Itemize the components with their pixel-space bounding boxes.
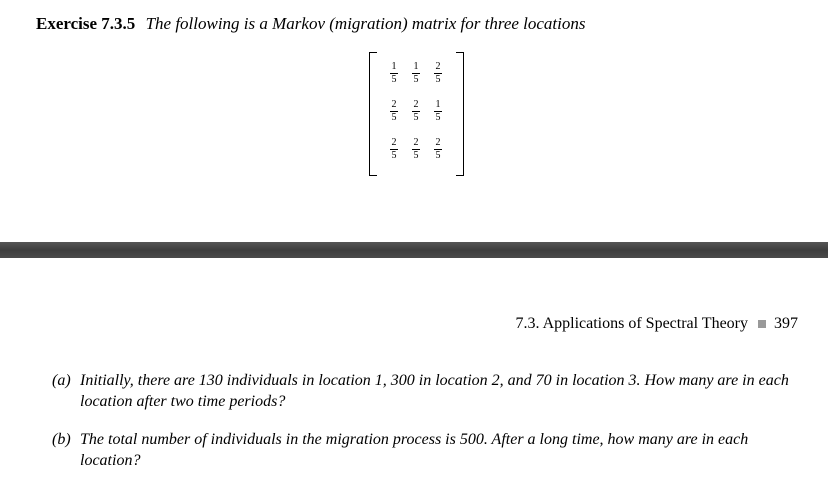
running-head — [515, 315, 798, 333]
matrix-entry: $\frac{1}{5}$ — [435, 98, 441, 123]
matrix-entry: $\frac{2}{5}$ — [391, 136, 397, 161]
matrix-entry: $\frac{1}{5}$ — [413, 60, 419, 85]
markov-matrix — [369, 52, 464, 176]
matrix-right-bracket — [456, 52, 464, 176]
matrix-entry: $\frac{2}{5}$ — [413, 136, 419, 161]
matrix-entry: $\frac{2}{5}$ — [435, 136, 441, 161]
question-text: The total number of individuals in the migration process is 500. After a long time, how many are in each location? — [80, 431, 749, 469]
exercise-statement: The following is a Markov (migration) matrix for three locations — [145, 14, 586, 33]
question-text: Initially, there are 130 individuals in location 1, 300 in location 2, and 70 in location 3. How many are in each location after two time periods? — [80, 372, 789, 410]
matrix-entry: $\frac{2}{5}$ — [391, 98, 397, 123]
upper-page — [0, 0, 828, 242]
question-a — [52, 370, 812, 412]
lower-page — [0, 258, 828, 485]
square-bullet-icon — [758, 320, 766, 328]
matrix-cells — [383, 54, 449, 168]
matrix-entry: $\frac{1}{5}$ — [391, 60, 397, 85]
exercise-number: Exercise 7.3.5 — [36, 14, 136, 33]
section-title: 7.3. Applications of Spectral Theory — [515, 315, 748, 332]
matrix-entry: $\frac{2}{5}$ — [435, 60, 441, 85]
exercise-heading — [36, 14, 586, 34]
question-b — [52, 429, 812, 471]
page-divider — [0, 242, 828, 258]
question-label: (a) — [52, 372, 71, 389]
question-label: (b) — [52, 431, 71, 448]
page-number: 397 — [774, 315, 798, 332]
matrix-entry: $\frac{2}{5}$ — [413, 98, 419, 123]
matrix-left-bracket — [369, 52, 377, 176]
